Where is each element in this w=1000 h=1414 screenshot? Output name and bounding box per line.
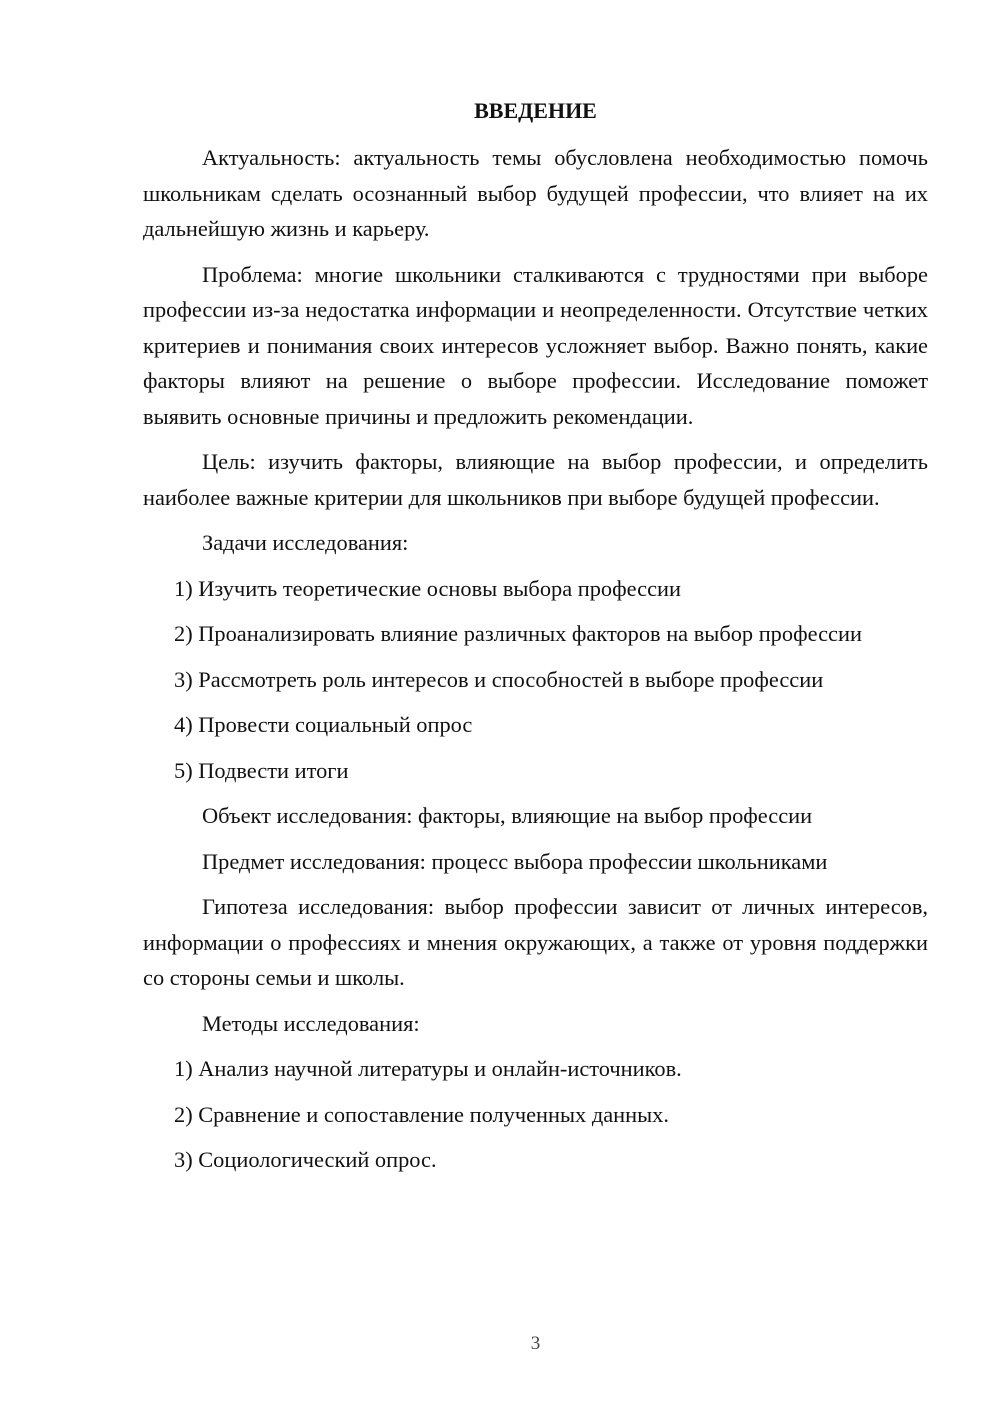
- list-item-task-3: 3) Рассмотреть роль интересов и способностей в выборе профессии: [174, 666, 824, 692]
- page-title: ВВЕДЕНИЕ: [474, 98, 597, 123]
- paragraph-object: Объект исследования: факторы, влияющие на выбор профессии: [202, 803, 813, 828]
- list-item-task-5: 5) Подвести итоги: [174, 757, 349, 783]
- list-item-task-1: 1) Изучить теоретические основы выбора профессии: [174, 575, 681, 601]
- paragraph-tasks-heading: Задачи исследования:: [202, 530, 409, 555]
- list-item-method-3: 3) Социологический опрос.: [174, 1147, 437, 1172]
- list-item-method-1: 1) Анализ научной литературы и онлайн-источников.: [174, 1056, 682, 1081]
- list-item-task-2: 2) Проанализировать влияние различных факторов на выбор профессии: [174, 621, 862, 646]
- list-item-method-2: 2) Сравнение и сопоставление полученных данных.: [174, 1101, 669, 1127]
- paragraph-goal: Цель: изучить факторы, влияющие на выбор профессии, и определить наиболее важные критерии для школьников при выборе будущей профессии.: [143, 449, 928, 510]
- list-item-task-4: 4) Провести социальный опрос: [174, 712, 473, 737]
- paragraph-hypothesis: Гипотеза исследования: выбор профессии зависит от личных интересов, информации о профессиях и мнения окружающих, а также от уровня поддержки со стороны семьи и школы.: [143, 894, 928, 990]
- paragraph-methods-heading: Методы исследования:: [202, 1010, 420, 1036]
- document-page: [143, 0, 928, 1414]
- paragraph-problem: Проблема: многие школьники сталкиваются с трудностями при выборе профессии из-за недостатка информации и неопределенности. Отсутствие четких критериев и понимания своих интересов усложняет выбор. Важно понять, какие факторы влияют на решение о выборе профессии. Исследование поможет выявить основные причины и предложить рекомендации.: [143, 261, 928, 429]
- document-body: [143, 140, 928, 1188]
- page-number: 3: [530, 1333, 541, 1354]
- paragraph-relevance: Актуальность: актуальность темы обусловлена необходимостью помочь школьникам сделать осознанный выбор будущей профессии, что влияет на их дальнейшую жизнь и карьеру.: [143, 145, 928, 241]
- paragraph-subject: Предмет исследования: процесс выбора профессии школьниками: [202, 848, 828, 874]
